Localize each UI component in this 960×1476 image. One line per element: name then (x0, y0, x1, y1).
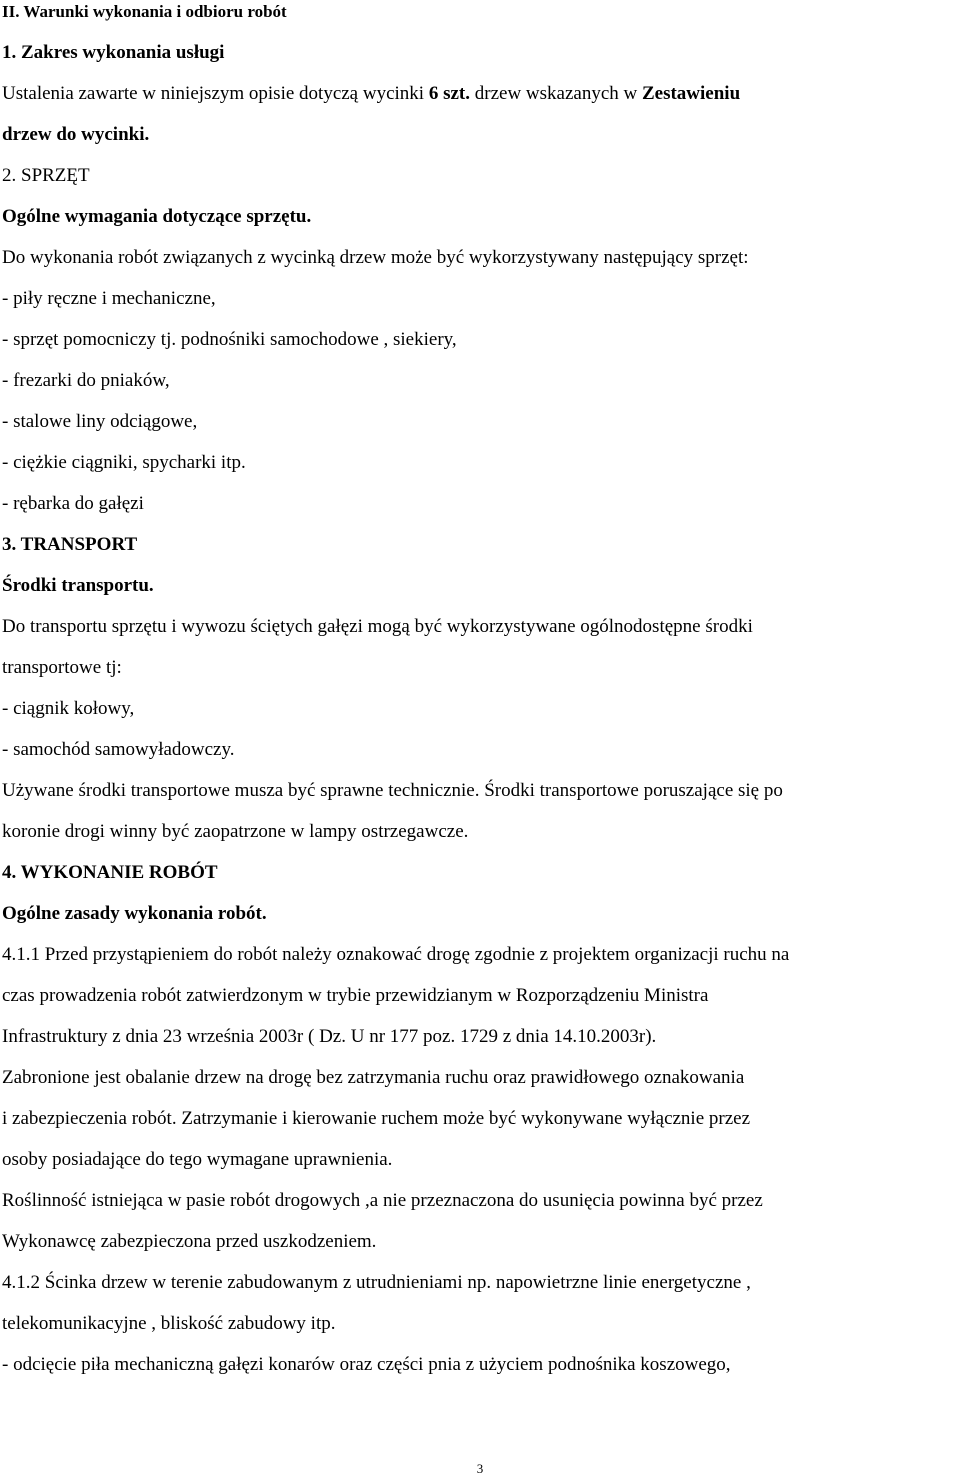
works-paragraph-line: 4.1.2 Ścinka drzew w terenie zabudowanym z utrudnieniami np. napowietrzne linie energetyczne , (2, 1272, 751, 1293)
transport-paragraph-line: transportowe tj: (2, 657, 122, 678)
transport-paragraph-line: Do transportu sprzętu i wywozu ściętych gałęzi mogą być wykorzystywane ogólnodostępne środki (2, 616, 753, 637)
heading-equipment: 2. SPRZĘT (2, 165, 90, 186)
works-paragraph-line: Zabronione jest obalanie drzew na drogę bez zatrzymania ruchu oraz prawidłowego oznakowania (2, 1067, 745, 1088)
works-paragraph-line: Infrastruktury z dnia 23 września 2003r ( Dz. U nr 177 poz. 1729 z dnia 14.10.2003r). (2, 1026, 657, 1047)
scope-paragraph-line: drzew do wycinki. (2, 124, 150, 145)
list-item: - sprzęt pomocniczy tj. podnośniki samochodowe , siekiery, (2, 329, 457, 350)
works-paragraph-line: 4.1.1 Przed przystąpieniem do robót należy oznakować drogę zgodnie z projektem organizacji ruchu na (2, 944, 790, 965)
list-item: - samochód samowyładowczy. (2, 739, 235, 760)
text-run: drzew wskazanych w (470, 83, 642, 104)
works-paragraph-line: - odcięcie piła mechaniczną gałęzi konarów oraz części pnia z użyciem podnośnika koszowego, (2, 1354, 731, 1375)
heading-transport: 3. TRANSPORT (2, 534, 138, 555)
works-paragraph-line: Roślinność istniejąca w pasie robót drogowych ,a nie przeznaczona do usunięcia powinna być przez (2, 1190, 763, 1211)
section-title: II. Warunki wykonania i odbioru robót (2, 2, 287, 21)
tree-count: 6 szt. (428, 83, 470, 104)
document-page (2, 0, 960, 1385)
heading-works: 4. WYKONANIE ROBÓT (2, 862, 218, 883)
heading-scope: 1. Zakres wykonania usługi (2, 42, 225, 63)
list-item: - ciągnik kołowy, (2, 698, 135, 719)
transport-paragraph-line: Używane środki transportowe musza być sprawne technicznie. Środki transportowe poruszające się po (2, 780, 783, 801)
equipment-intro: Do wykonania robót związanych z wycinką drzew może być wykorzystywany następujący sprzęt: (2, 247, 749, 268)
list-item: - stalowe liny odciągowe, (2, 411, 198, 432)
subheading-works: Ogólne zasady wykonania robót. (2, 903, 267, 924)
scope-paragraph-line (2, 73, 960, 114)
list-item: - rębarka do gałęzi (2, 493, 144, 514)
list-item: - piły ręczne i mechaniczne, (2, 288, 216, 309)
works-paragraph-line: czas prowadzenia robót zatwierdzonym w trybie przewidzianym w Rozporządzeniu Ministra (2, 985, 709, 1006)
page-number: 3 (476, 1461, 484, 1476)
transport-paragraph-line: koronie drogi winny być zaopatrzone w lampy ostrzegawcze. (2, 821, 469, 842)
subheading-transport: Środki transportu. (2, 575, 154, 596)
works-paragraph-line: Wykonawcę zabezpieczona przed uszkodzeniem. (2, 1231, 377, 1252)
subheading-equipment: Ogólne wymagania dotyczące sprzętu. (2, 206, 312, 227)
works-paragraph-line: osoby posiadające do tego wymagane uprawnienia. (2, 1149, 393, 1170)
list-item: - ciężkie ciągniki, spycharki itp. (2, 452, 246, 473)
text-run: Ustalenia zawarte w niniejszym opisie dotyczą wycinki (2, 83, 429, 104)
works-paragraph-line: telekomunikacyjne , bliskość zabudowy itp. (2, 1313, 336, 1334)
list-item: - frezarki do pniaków, (2, 370, 170, 391)
reference-term: Zestawieniu (641, 83, 741, 104)
works-paragraph-line: i zabezpieczenia robót. Zatrzymanie i kierowanie ruchem może być wykonywane wyłącznie przez (2, 1108, 751, 1129)
